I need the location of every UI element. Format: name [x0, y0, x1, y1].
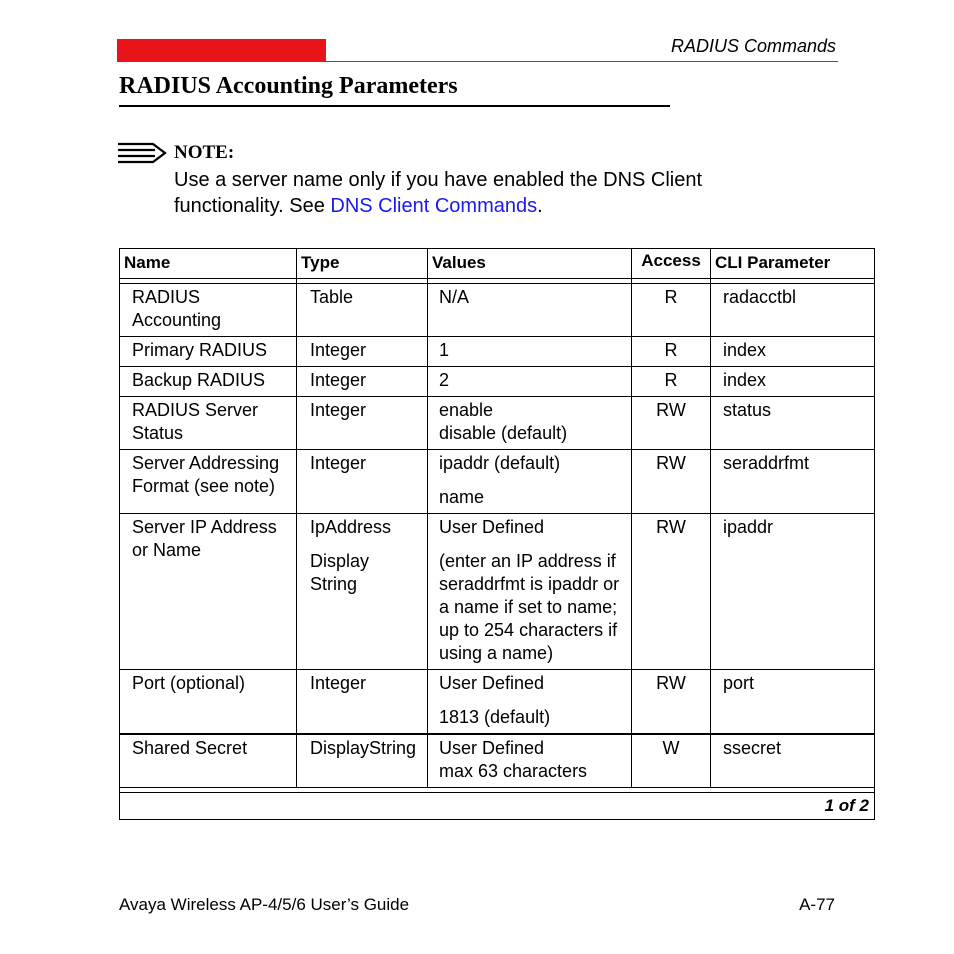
cell-line: Shared Secret: [132, 738, 248, 758]
cell-line: name: [439, 487, 485, 507]
running-head: RADIUS Commands: [670, 36, 836, 56]
cell-line: User Defined: [439, 517, 545, 537]
cell-line: Primary RADIUS: [132, 340, 268, 360]
cell-text: index: [723, 340, 767, 360]
cell-line: DisplayString: [310, 738, 417, 758]
cell-name: [120, 514, 297, 670]
cell-line: using a name): [439, 643, 554, 663]
cell-type: [297, 337, 428, 367]
cell-access: [632, 734, 711, 788]
cell-text: RW: [656, 517, 686, 537]
cell-line: Server Addressing: [132, 453, 280, 473]
cell-line: 1813 (default): [439, 707, 551, 727]
cell-text: seraddrfmt: [723, 453, 810, 473]
cell-line: Accounting: [132, 310, 222, 330]
cell-line: Display: [310, 551, 370, 571]
table-row: [120, 284, 875, 337]
cell-type: [297, 284, 428, 337]
cell-line: (enter an IP address if: [439, 551, 616, 571]
cell-cli-parameter: [711, 734, 875, 788]
note-body: [174, 167, 814, 219]
cell-text: radacctbl: [723, 287, 797, 307]
cell-text: ipaddr: [723, 517, 774, 537]
table-row: [120, 337, 875, 367]
cell-text: R: [664, 370, 678, 390]
cell-line: max 63 characters: [439, 761, 588, 781]
cell-type: [297, 450, 428, 514]
title-underline: [119, 105, 670, 107]
cell-type: [297, 734, 428, 788]
cell-line: a name if set to name;: [439, 597, 618, 617]
cell-line: RADIUS Server: [132, 400, 259, 420]
note-label: NOTE:: [174, 142, 235, 163]
cell-type: [297, 514, 428, 670]
section-title: RADIUS Accounting Parameters: [119, 73, 458, 99]
cell-line: Integer: [310, 453, 367, 473]
cell-line: IpAddress: [310, 517, 392, 537]
cell-access: [632, 450, 711, 514]
header-access: Access: [632, 249, 711, 279]
dns-client-commands-link[interactable]: DNS Client Commands: [330, 195, 538, 217]
cell-values: [428, 367, 632, 397]
cell-name: [120, 337, 297, 367]
cell-type: [297, 397, 428, 450]
radius-accounting-table: [119, 248, 875, 820]
cell-name: [120, 450, 297, 514]
cell-values: [428, 450, 632, 514]
table-row: [120, 450, 875, 514]
cell-line: String: [310, 574, 358, 594]
cell-name: [120, 734, 297, 788]
cell-line: Integer: [310, 400, 367, 420]
footer-guide-title: Avaya Wireless AP-4/5/6 User’s Guide: [119, 895, 410, 914]
cell-values: [428, 734, 632, 788]
cell-cli-parameter: [711, 670, 875, 735]
cell-access: [632, 337, 711, 367]
table-page-row: [120, 793, 875, 820]
header-cli-parameter: CLI Parameter: [711, 249, 875, 279]
cell-cli-parameter: [711, 284, 875, 337]
cell-line: Integer: [310, 370, 367, 390]
cell-access: [632, 670, 711, 735]
cell-values: [428, 514, 632, 670]
cell-line: Table: [310, 287, 354, 307]
cell-line: or Name: [132, 540, 202, 560]
cell-line: Format (see note): [132, 476, 276, 496]
cell-name: [120, 670, 297, 735]
table-row: [120, 670, 875, 735]
cell-line: 1: [439, 340, 450, 360]
header-red-bar: [117, 39, 326, 61]
header-name: Name: [120, 249, 297, 279]
cell-text: ssecret: [723, 738, 782, 758]
cell-line: Port (optional): [132, 673, 246, 693]
table-row: [120, 367, 875, 397]
table-row: [120, 734, 875, 788]
cell-access: [632, 397, 711, 450]
cell-values: [428, 397, 632, 450]
cell-line: Backup RADIUS: [132, 370, 266, 390]
cell-line: Integer: [310, 673, 367, 693]
cell-line: Status: [132, 423, 184, 443]
cell-cli-parameter: [711, 367, 875, 397]
cell-access: [632, 514, 711, 670]
cell-name: [120, 397, 297, 450]
cell-name: [120, 284, 297, 337]
cell-line: N/A: [439, 287, 470, 307]
header-type: Type: [297, 249, 428, 279]
cell-line: disable (default): [439, 423, 568, 443]
cell-cli-parameter: [711, 397, 875, 450]
footer-page-number: A-77: [799, 895, 835, 914]
cell-line: ipaddr (default): [439, 453, 561, 473]
cell-type: [297, 367, 428, 397]
cell-text: W: [662, 738, 680, 758]
cell-line: seraddrfmt is ipaddr or: [439, 574, 620, 594]
cell-text: R: [664, 340, 678, 360]
cell-type: [297, 670, 428, 735]
cell-cli-parameter: [711, 450, 875, 514]
cell-line: 2: [439, 370, 450, 390]
cell-line: RADIUS: [132, 287, 201, 307]
table-header-row: [120, 249, 875, 279]
cell-line: User Defined: [439, 738, 545, 758]
table-row: [120, 397, 875, 450]
cell-cli-parameter: [711, 337, 875, 367]
cell-text: RW: [656, 400, 686, 420]
cell-text: R: [664, 287, 678, 307]
table-row: [120, 514, 875, 670]
note-pointer-icon: [117, 141, 167, 165]
cell-line: enable: [439, 400, 494, 420]
page-indicator: 1 of 2: [120, 793, 875, 820]
note-text: Use a server name only if you have enabled the DNS Client functionality. See: [174, 169, 703, 217]
cell-text: RW: [656, 453, 686, 473]
cell-text: index: [723, 370, 767, 390]
table-body: [120, 284, 875, 788]
cell-values: [428, 337, 632, 367]
cell-cli-parameter: [711, 514, 875, 670]
cell-name: [120, 367, 297, 397]
cell-access: [632, 284, 711, 337]
cell-access: [632, 367, 711, 397]
cell-line: up to 254 characters if: [439, 620, 618, 640]
cell-line: User Defined: [439, 673, 545, 693]
cell-values: [428, 670, 632, 735]
cell-line: Server IP Address: [132, 517, 277, 537]
cell-values: [428, 284, 632, 337]
cell-text: port: [723, 673, 755, 693]
header-red-rule: [117, 61, 838, 62]
header-values: Values: [428, 249, 632, 279]
cell-text: status: [723, 400, 772, 420]
cell-text: RW: [656, 673, 686, 693]
cell-line: Integer: [310, 340, 367, 360]
note-text-end: .: [537, 195, 543, 217]
